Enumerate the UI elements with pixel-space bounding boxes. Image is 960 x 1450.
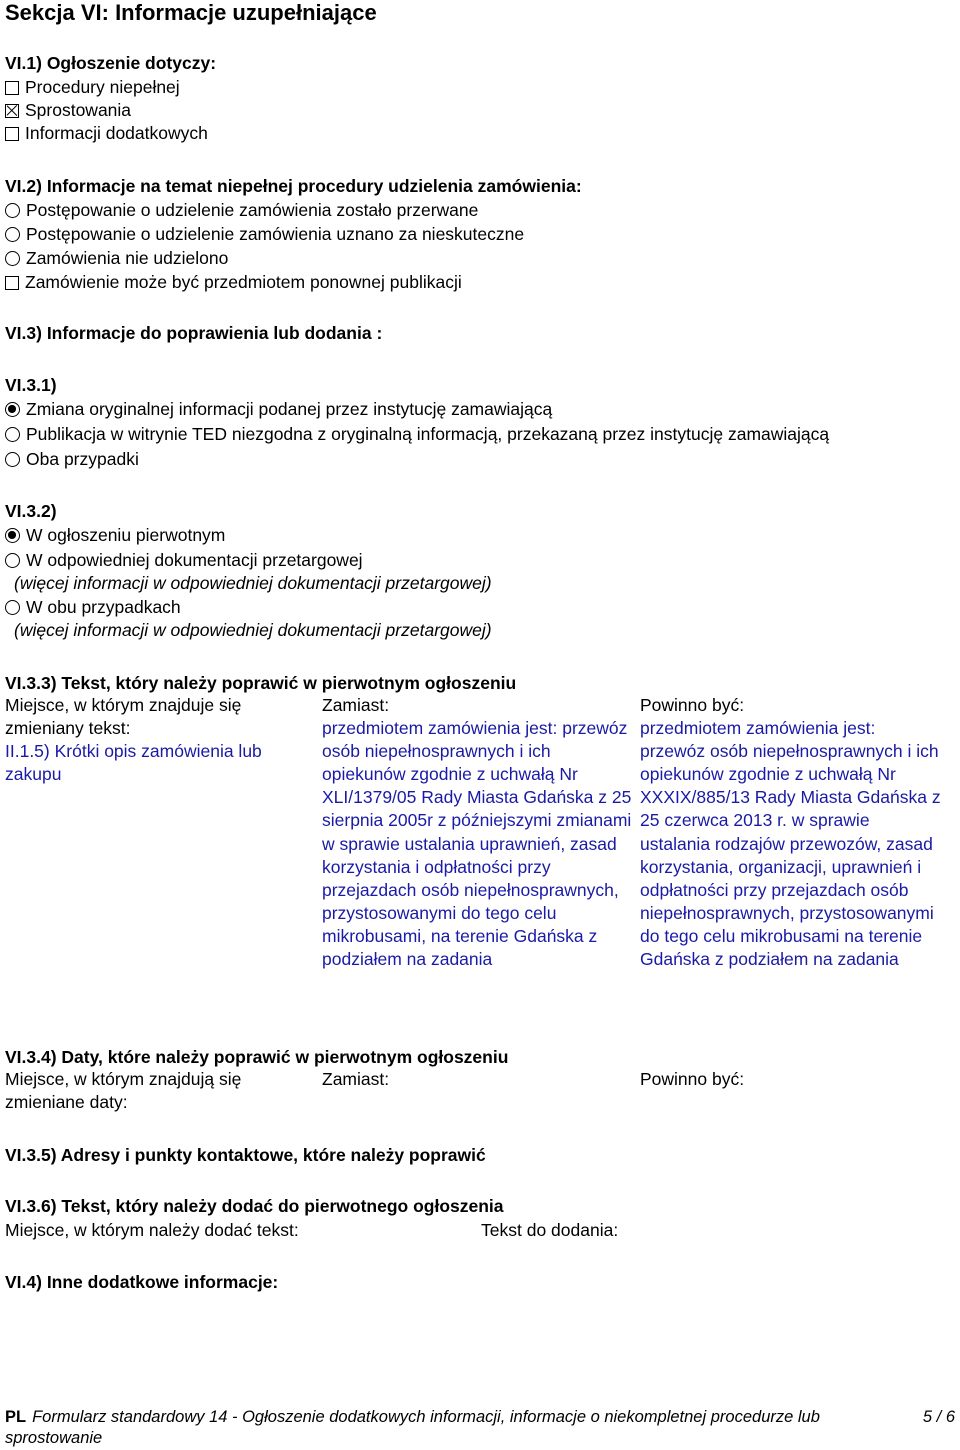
vi33-heading: VI.3.3) Tekst, który należy poprawić w pierwotnym ogłoszeniu [5, 673, 517, 693]
footer-page-number: 5 / 6 [922, 1408, 955, 1426]
radio-unselected-icon [5, 452, 20, 467]
vi31-radio-oba[interactable] [5, 449, 139, 470]
vi2-heading: VI.2) Informacje na temat niepełnej procedury udzielenia zamówienia: [5, 176, 582, 196]
vi33-col-should-be [640, 694, 944, 971]
option-label: Publikacja w witrynie TED niezgodna z oryginalną informacją, przekazaną przez instytucję zamawiającą [26, 424, 830, 444]
vi34-should-be-label: Powinno być: [640, 1069, 745, 1089]
footer-form-name: Formularz standardowy 14 - Ogłoszenie dodatkowych informacji, informacje o niekompletnej procedurze lub sprostowanie [5, 1408, 820, 1447]
vi4-heading: VI.4) Inne dodatkowe informacje: [5, 1272, 279, 1292]
vi33-should-be-value: przedmiotem zamówienia jest: przewóz osób niepełnosprawnych i ich opiekunów zgodnie z uchwałą Nr XXXIX/885/13 Rady Miasta Gdańska z 25 czerwca 2013 r. w sprawie ustalania rodzajów przewozów, zasad korzystania, organizacji, uprawnień i odpłatności przy przejazdach osób niepełnosprawnych, przystosowanymi do tego celu mikrobusami na terenie Gdańska z podziałem na zadania [640, 718, 941, 970]
checkbox-checked-icon [5, 104, 19, 118]
checkbox-unchecked-icon [5, 276, 19, 290]
vi33-should-be-label: Powinno być: [640, 695, 745, 715]
vi1-heading: VI.1) Ogłoszenie dotyczy: [5, 53, 217, 73]
vi3-heading: VI.3) Informacje do poprawienia lub dodania : [5, 323, 383, 343]
radio-unselected-icon [5, 600, 20, 615]
radio-unselected-icon [5, 251, 20, 266]
option-label: W odpowiedniej dokumentacji przetargowej [26, 550, 363, 570]
vi34-instead-label: Zamiast: [322, 1069, 390, 1089]
option-label: Procedury niepełnej [25, 77, 180, 97]
option-label: Informacji dodatkowych [25, 123, 208, 143]
vi35-heading: VI.3.5) Adresy i punkty kontaktowe, które należy poprawić [5, 1145, 486, 1165]
vi34-heading: VI.3.4) Daty, które należy poprawić w pierwotnym ogłoszeniu [5, 1047, 509, 1067]
option-label: W ogłoszeniu pierwotnym [26, 525, 226, 545]
option-label: Postępowanie o udzielenie zamówienia zostało przerwane [26, 200, 479, 220]
vi36-location-label: Miejsce, w którym należy dodać tekst: [5, 1220, 299, 1240]
radio-selected-icon [5, 528, 20, 543]
vi32-radio-ogloszenie-pierwotne[interactable] [5, 525, 225, 546]
option-label: Zamówienie może być przedmiotem ponownej publikacji [25, 272, 462, 292]
vi33-location-label: Miejsce, w którym znajduje się zmieniany tekst: [5, 695, 242, 739]
vi33-location-value: II.1.5) Krótki opis zamówienia lub zakupu [5, 741, 262, 785]
radio-unselected-icon [5, 227, 20, 242]
vi33-instead-value: przedmiotem zamówienia jest: przewóz osób niepełnosprawnych i ich opiekunów zgodnie z uchwałą Nr XLI/1379/05 Rady Miasta Gdańska z 25 sierpnia 2005r z późniejszymi zmianami w sprawie ustalania uprawnień, zasad korzystania i odpłatności przy przejazdach osób niepełnosprawnych, przystosowanymi do tego celu mikrobusami, na terenie Gdańska z podziałem na zadania [322, 718, 632, 970]
vi33-col-location [5, 694, 305, 786]
footer-lang: PL [5, 1408, 27, 1426]
vi32-radio-oba-przypadki[interactable] [5, 597, 181, 618]
radio-unselected-icon [5, 553, 20, 568]
footer-text [5, 1407, 875, 1449]
vi2-radio-nieskuteczne[interactable] [5, 224, 524, 245]
vi2-radio-przerwane[interactable] [5, 200, 478, 221]
vi32-note-1: (więcej informacji w odpowiedniej dokumentacji przetargowej) [14, 573, 492, 593]
vi36-heading: VI.3.6) Tekst, który należy dodać do pierwotnego ogłoszenia [5, 1196, 504, 1216]
radio-unselected-icon [5, 203, 20, 218]
vi32-heading: VI.3.2) [5, 501, 57, 521]
radio-unselected-icon [5, 427, 20, 442]
section-title: Sekcja VI: Informacje uzupełniające [5, 0, 377, 25]
vi2-radio-nie-udzielono[interactable] [5, 248, 228, 269]
checkbox-unchecked-icon [5, 127, 19, 141]
vi31-radio-zmiana[interactable] [5, 399, 552, 420]
vi2-checkbox-ponownej-publikacji[interactable] [5, 272, 462, 293]
vi31-heading: VI.3.1) [5, 375, 57, 395]
vi34-location-label: Miejsce, w którym znajdują się zmieniane daty: [5, 1069, 242, 1113]
option-label: Postępowanie o udzielenie zamówienia uznano za nieskuteczne [26, 224, 525, 244]
option-label: Oba przypadki [26, 449, 139, 469]
vi36-text-label: Tekst do dodania: [481, 1220, 619, 1240]
vi1-option-sprostowania[interactable] [5, 100, 131, 121]
vi1-option-procedury[interactable] [5, 77, 180, 98]
vi1-option-informacji[interactable] [5, 123, 208, 144]
radio-selected-icon [5, 402, 20, 417]
option-label: W obu przypadkach [26, 597, 181, 617]
option-label: Zmiana oryginalnej informacji podanej przez instytucję zamawiającą [26, 399, 553, 419]
option-label: Sprostowania [25, 100, 132, 120]
page-footer [5, 1407, 955, 1449]
vi31-radio-ted[interactable] [5, 424, 829, 445]
checkbox-unchecked-icon [5, 81, 19, 95]
vi32-note-2: (więcej informacji w odpowiedniej dokumentacji przetargowej) [14, 620, 492, 640]
vi32-radio-dokumentacja[interactable] [5, 550, 363, 571]
vi33-col-instead [322, 694, 634, 971]
option-label: Zamówienia nie udzielono [26, 248, 229, 268]
vi33-instead-label: Zamiast: [322, 695, 390, 715]
